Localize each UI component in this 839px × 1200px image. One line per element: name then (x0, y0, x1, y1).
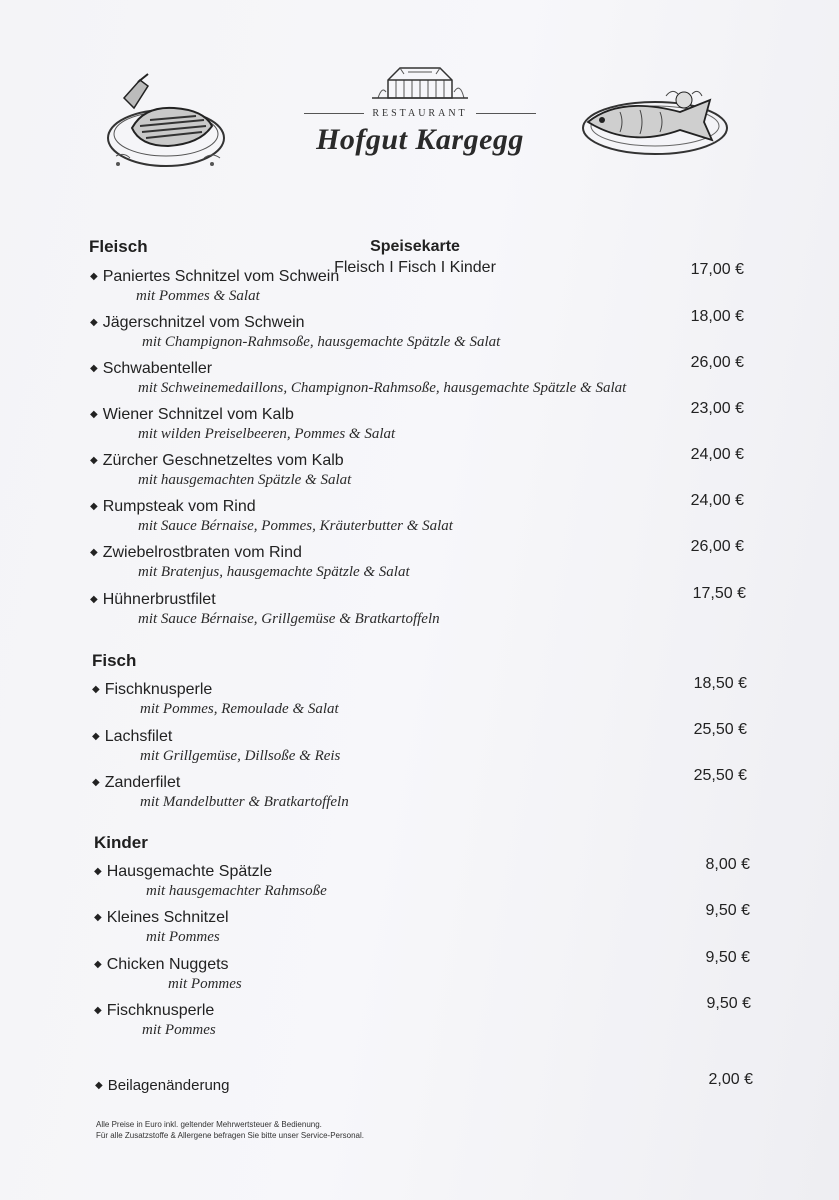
diamond-bullet-icon: ◆ (90, 455, 98, 466)
item-price: 8,00 € (705, 856, 750, 873)
restaurant-name: Hofgut Kargegg (316, 123, 524, 156)
item-name: Chicken Nuggets (106, 956, 229, 973)
item-description: mit Pommes (146, 929, 220, 945)
item-description: mit wilden Preiselbeeren, Pommes & Salat (138, 426, 396, 442)
item-name: Fischknusperle (104, 681, 213, 698)
item-name: Beilagenänderung (107, 1077, 230, 1094)
item-description: mit Mandelbutter & Bratkartoffeln (140, 794, 349, 810)
diamond-bullet-icon: ◆ (94, 912, 102, 923)
diamond-bullet-icon: ◆ (94, 1005, 102, 1016)
item-description: mit hausgemachter Rahmsoße (146, 883, 327, 899)
diamond-bullet-icon: ◆ (92, 731, 100, 742)
item-price: 9,50 € (706, 995, 751, 1012)
item-name: Kleines Schnitzel (106, 909, 229, 926)
diamond-bullet-icon: ◆ (90, 594, 98, 605)
item-name: Wiener Schnitzel vom Kalb (102, 406, 294, 423)
section-title-kinder: Kinder (94, 833, 148, 852)
item-name: Lachsfilet (104, 728, 173, 745)
diamond-bullet-icon: ◆ (94, 959, 102, 970)
item-price: 9,50 € (705, 949, 750, 966)
diamond-bullet-icon: ◆ (90, 271, 98, 282)
item-name: Paniertes Schnitzel vom Schwein (102, 268, 340, 285)
restaurant-text: RESTAURANT (372, 108, 468, 119)
item-name: Zürcher Geschnetzeltes vom Kalb (102, 452, 344, 469)
item-price: 26,00 € (690, 538, 744, 555)
item-price: 18,50 € (693, 675, 747, 692)
item-description: mit hausgemachten Spätzle & Salat (138, 472, 352, 488)
item-price: 26,00 € (690, 354, 744, 371)
brand-logo (290, 60, 550, 157)
item-price: 25,50 € (693, 721, 747, 738)
item-description: mit Sauce Bérnaise, Grillgemüse & Bratkartoffeln (138, 611, 440, 627)
item-price: 17,00 € (690, 261, 744, 278)
item-price: 25,50 € (693, 767, 747, 784)
item-name: Rumpsteak vom Rind (102, 498, 256, 515)
item-price: 9,50 € (705, 902, 750, 919)
item-name: Hühnerbrustfilet (102, 591, 216, 608)
footer-line-prices: Alle Preise in Euro inkl. geltender Mehrwertsteuer & Bedienung. (96, 1120, 322, 1129)
section-title-fisch: Fisch (92, 651, 137, 670)
item-price: 18,00 € (690, 308, 744, 325)
restaurant-label (290, 108, 550, 119)
item-price: 2,00 € (708, 1071, 753, 1088)
item-price: 17,50 € (692, 585, 746, 602)
diamond-bullet-icon: ◆ (92, 777, 100, 788)
diamond-bullet-icon: ◆ (90, 363, 98, 374)
item-description: mit Pommes (168, 976, 242, 992)
farmhouse-icon (370, 60, 470, 102)
item-price: 24,00 € (690, 492, 744, 509)
item-description: mit Sauce Bérnaise, Pommes, Kräuterbutter & Salat (138, 518, 453, 534)
item-description: mit Pommes (142, 1022, 216, 1038)
diamond-bullet-icon: ◆ (90, 409, 98, 420)
item-price: 23,00 € (690, 400, 744, 417)
page-subtitle: Fleisch I Fisch I Kinder (334, 259, 496, 276)
item-name: Hausgemachte Spätzle (106, 863, 273, 880)
item-name: Fischknusperle (106, 1002, 215, 1019)
item-name: Jägerschnitzel vom Schwein (102, 314, 305, 331)
item-description: mit Pommes & Salat (136, 288, 260, 304)
item-description: mit Champignon-Rahmsoße, hausgemachte Spätzle & Salat (142, 334, 501, 350)
footer-line-allergens: Für alle Zusatzstoffe & Allergene befragen Sie bitte unser Service-Personal. (96, 1131, 364, 1140)
section-title-fleisch: Fleisch (89, 237, 148, 256)
item-description: mit Grillgemüse, Dillsoße & Reis (140, 748, 341, 764)
page-title: Speisekarte (370, 238, 460, 255)
item-name: Schwabenteller (102, 360, 213, 377)
fish-icon (580, 82, 735, 162)
diamond-bullet-icon: ◆ (90, 317, 98, 328)
diamond-bullet-icon: ◆ (94, 866, 102, 877)
item-description: mit Pommes, Remoulade & Salat (140, 701, 339, 717)
divider (304, 113, 364, 114)
diamond-bullet-icon: ◆ (90, 501, 98, 512)
item-name: Zanderfilet (104, 774, 181, 791)
item-name: Zwiebelrostbraten vom Rind (102, 544, 302, 561)
diamond-bullet-icon: ◆ (90, 547, 98, 558)
item-description: mit Schweinemedaillons, Champignon-Rahmsoße, hausgemachte Spätzle & Salat (138, 380, 627, 396)
steak-icon (104, 68, 229, 178)
footer-note (96, 1119, 364, 1141)
diamond-bullet-icon: ◆ (95, 1080, 103, 1091)
diamond-bullet-icon: ◆ (92, 684, 100, 695)
item-price: 24,00 € (690, 446, 744, 463)
item-description: mit Bratenjus, hausgemachte Spätzle & Salat (138, 564, 410, 580)
divider (476, 113, 536, 114)
